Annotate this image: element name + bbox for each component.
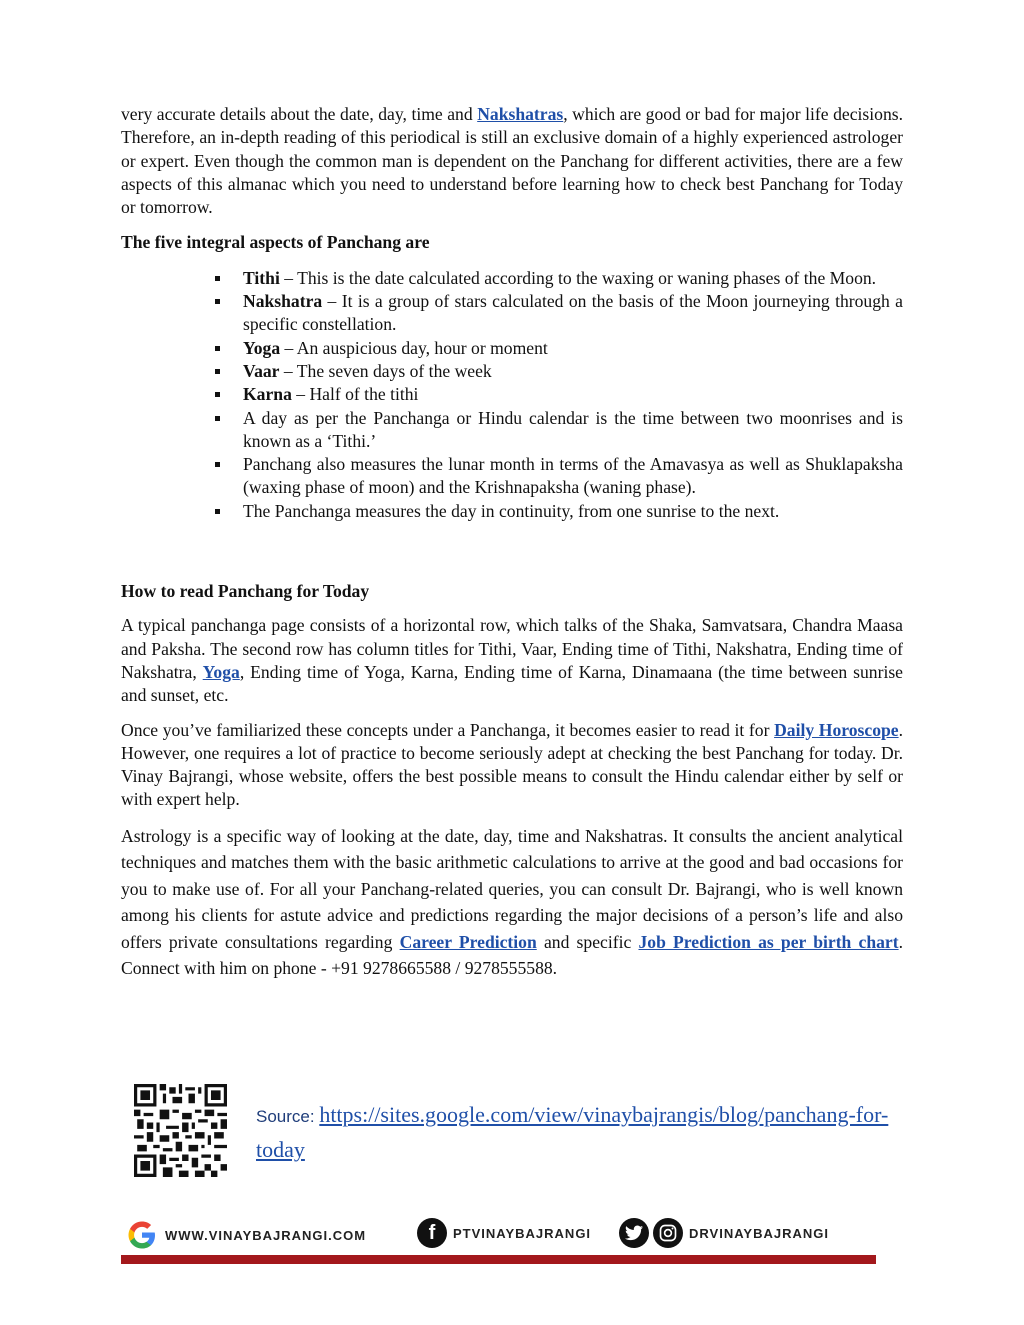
social-text: DRVINAYBAJRANGI: [689, 1225, 829, 1241]
footer-accent-bar: [121, 1255, 876, 1264]
source-line: [256, 1099, 916, 1169]
read-heading: How to read Panchang for Today: [121, 581, 370, 602]
list-item: A day as per the Panchanga or Hindu calendar is the time between two moonrises and is known as a ‘Tithi.’: [243, 407, 903, 454]
footer-website[interactable]: [125, 1218, 366, 1252]
bullet-icon: [215, 299, 220, 304]
google-icon: [125, 1218, 159, 1252]
facebook-text: PTVINAYBAJRANGI: [453, 1225, 592, 1241]
list-item: Panchang also measures the lunar month in terms of the Amavasya as well as Shuklapaksha (waxing phase of moon) and the Krishnapaksha (waning phase).: [243, 453, 903, 500]
astrology-paragraph: Astrology is a specific way of looking at the date, day, time and Nakshatras. It consults the ancient analytical techniques and matches them with the basic arithmetic calculations to arrive at the good and bad occasions for you to make use of. For all your Panchang-related queries, you can consult Dr. Bajrangi, who is well known among his clients for astute advice and predictions regarding the major decisions of a person’s life and also offers private consultations regarding Career Prediction and specific Job Prediction as per birth chart. Connect with him on phone - +91 9278665588 / 9278555588.: [121, 825, 903, 979]
twitter-icon: [619, 1218, 649, 1248]
list-item: Vaar – The seven days of the week: [243, 360, 903, 383]
list-item: Nakshatra – It is a group of stars calculated on the basis of the Moon journeying through a specific constellation.: [243, 290, 903, 337]
familiarize-paragraph: Once you’ve familiarized these concepts under a Panchanga, it becomes easier to read it for Daily Horoscope. However, one requires a lot of practice to become seriously adept at checking the best Panchang for today. Dr. Vinay Bajrangi, whose website, offers the best possible means to consult the Hindu calendar either by self or with expert help.: [121, 719, 903, 810]
bullet-icon: [215, 369, 220, 374]
yoga-link[interactable]: Yoga: [202, 661, 240, 682]
bullet-icon: [215, 346, 220, 351]
list-item: Karna – Half of the tithi: [243, 383, 903, 406]
aspects-list: [121, 267, 903, 523]
instagram-icon: [653, 1218, 683, 1248]
career-prediction-link[interactable]: Career Prediction: [399, 931, 537, 952]
bullet-icon: [215, 509, 220, 514]
list-item: Tithi – This is the date calculated according to the waxing or waning phases of the Moon.: [243, 267, 903, 290]
document-body: [121, 103, 903, 982]
list-item: The Panchanga measures the day in continuity, from one sunrise to the next.: [243, 500, 903, 523]
qr-code-icon[interactable]: [133, 1084, 228, 1177]
footer-social[interactable]: [619, 1218, 829, 1248]
source-label: Source:: [256, 1107, 320, 1126]
job-prediction-link[interactable]: Job Prediction as per birth chart: [638, 931, 899, 952]
bullet-icon: [215, 276, 220, 281]
bullet-icon: [215, 392, 220, 397]
bullet-icon: [215, 416, 220, 421]
footer-banner: [121, 1212, 876, 1264]
panchanga-page-paragraph: A typical panchanga page consists of a horizontal row, which talks of the Shaka, Samvatsara, Chandra Maasa and Paksha. The second row has column titles for Tithi, Vaar, Ending time of Tithi, Nakshatra, Ending time of Nakshatra, Yoga, Ending time of Yoga, Karna, Ending time of Karna, Dinamaana (the time between sunrise and sunset, etc.: [121, 615, 903, 706]
footer-facebook[interactable]: [417, 1218, 591, 1248]
source-url-link[interactable]: https://sites.google.com/view/vinaybajrangis/blog/panchang-for-today: [256, 1102, 889, 1162]
daily-horoscope-link[interactable]: Daily Horoscope: [774, 719, 899, 740]
aspects-heading: The five integral aspects of Panchang are: [121, 232, 430, 253]
list-item: Yoga – An auspicious day, hour or moment: [243, 337, 903, 360]
source-block: [133, 1084, 933, 1184]
website-text: WWW.VINAYBAJRANGI.COM: [165, 1227, 367, 1243]
intro-paragraph: very accurate details about the date, day, time and Nakshatras, which are good or bad for major life decisions. Therefore, an in-depth reading of this periodical is still an exclusive domain of a highly experienced astrologer or expert. Even though the common man is dependent on the Panchang for different activities, there are a few aspects of this almanac which you need to understand before learning how to check best Panchang for Today or tomorrow.: [121, 104, 903, 218]
bullet-icon: [215, 462, 220, 467]
nakshatras-link[interactable]: Nakshatras: [477, 104, 564, 124]
facebook-icon: f: [417, 1218, 447, 1248]
